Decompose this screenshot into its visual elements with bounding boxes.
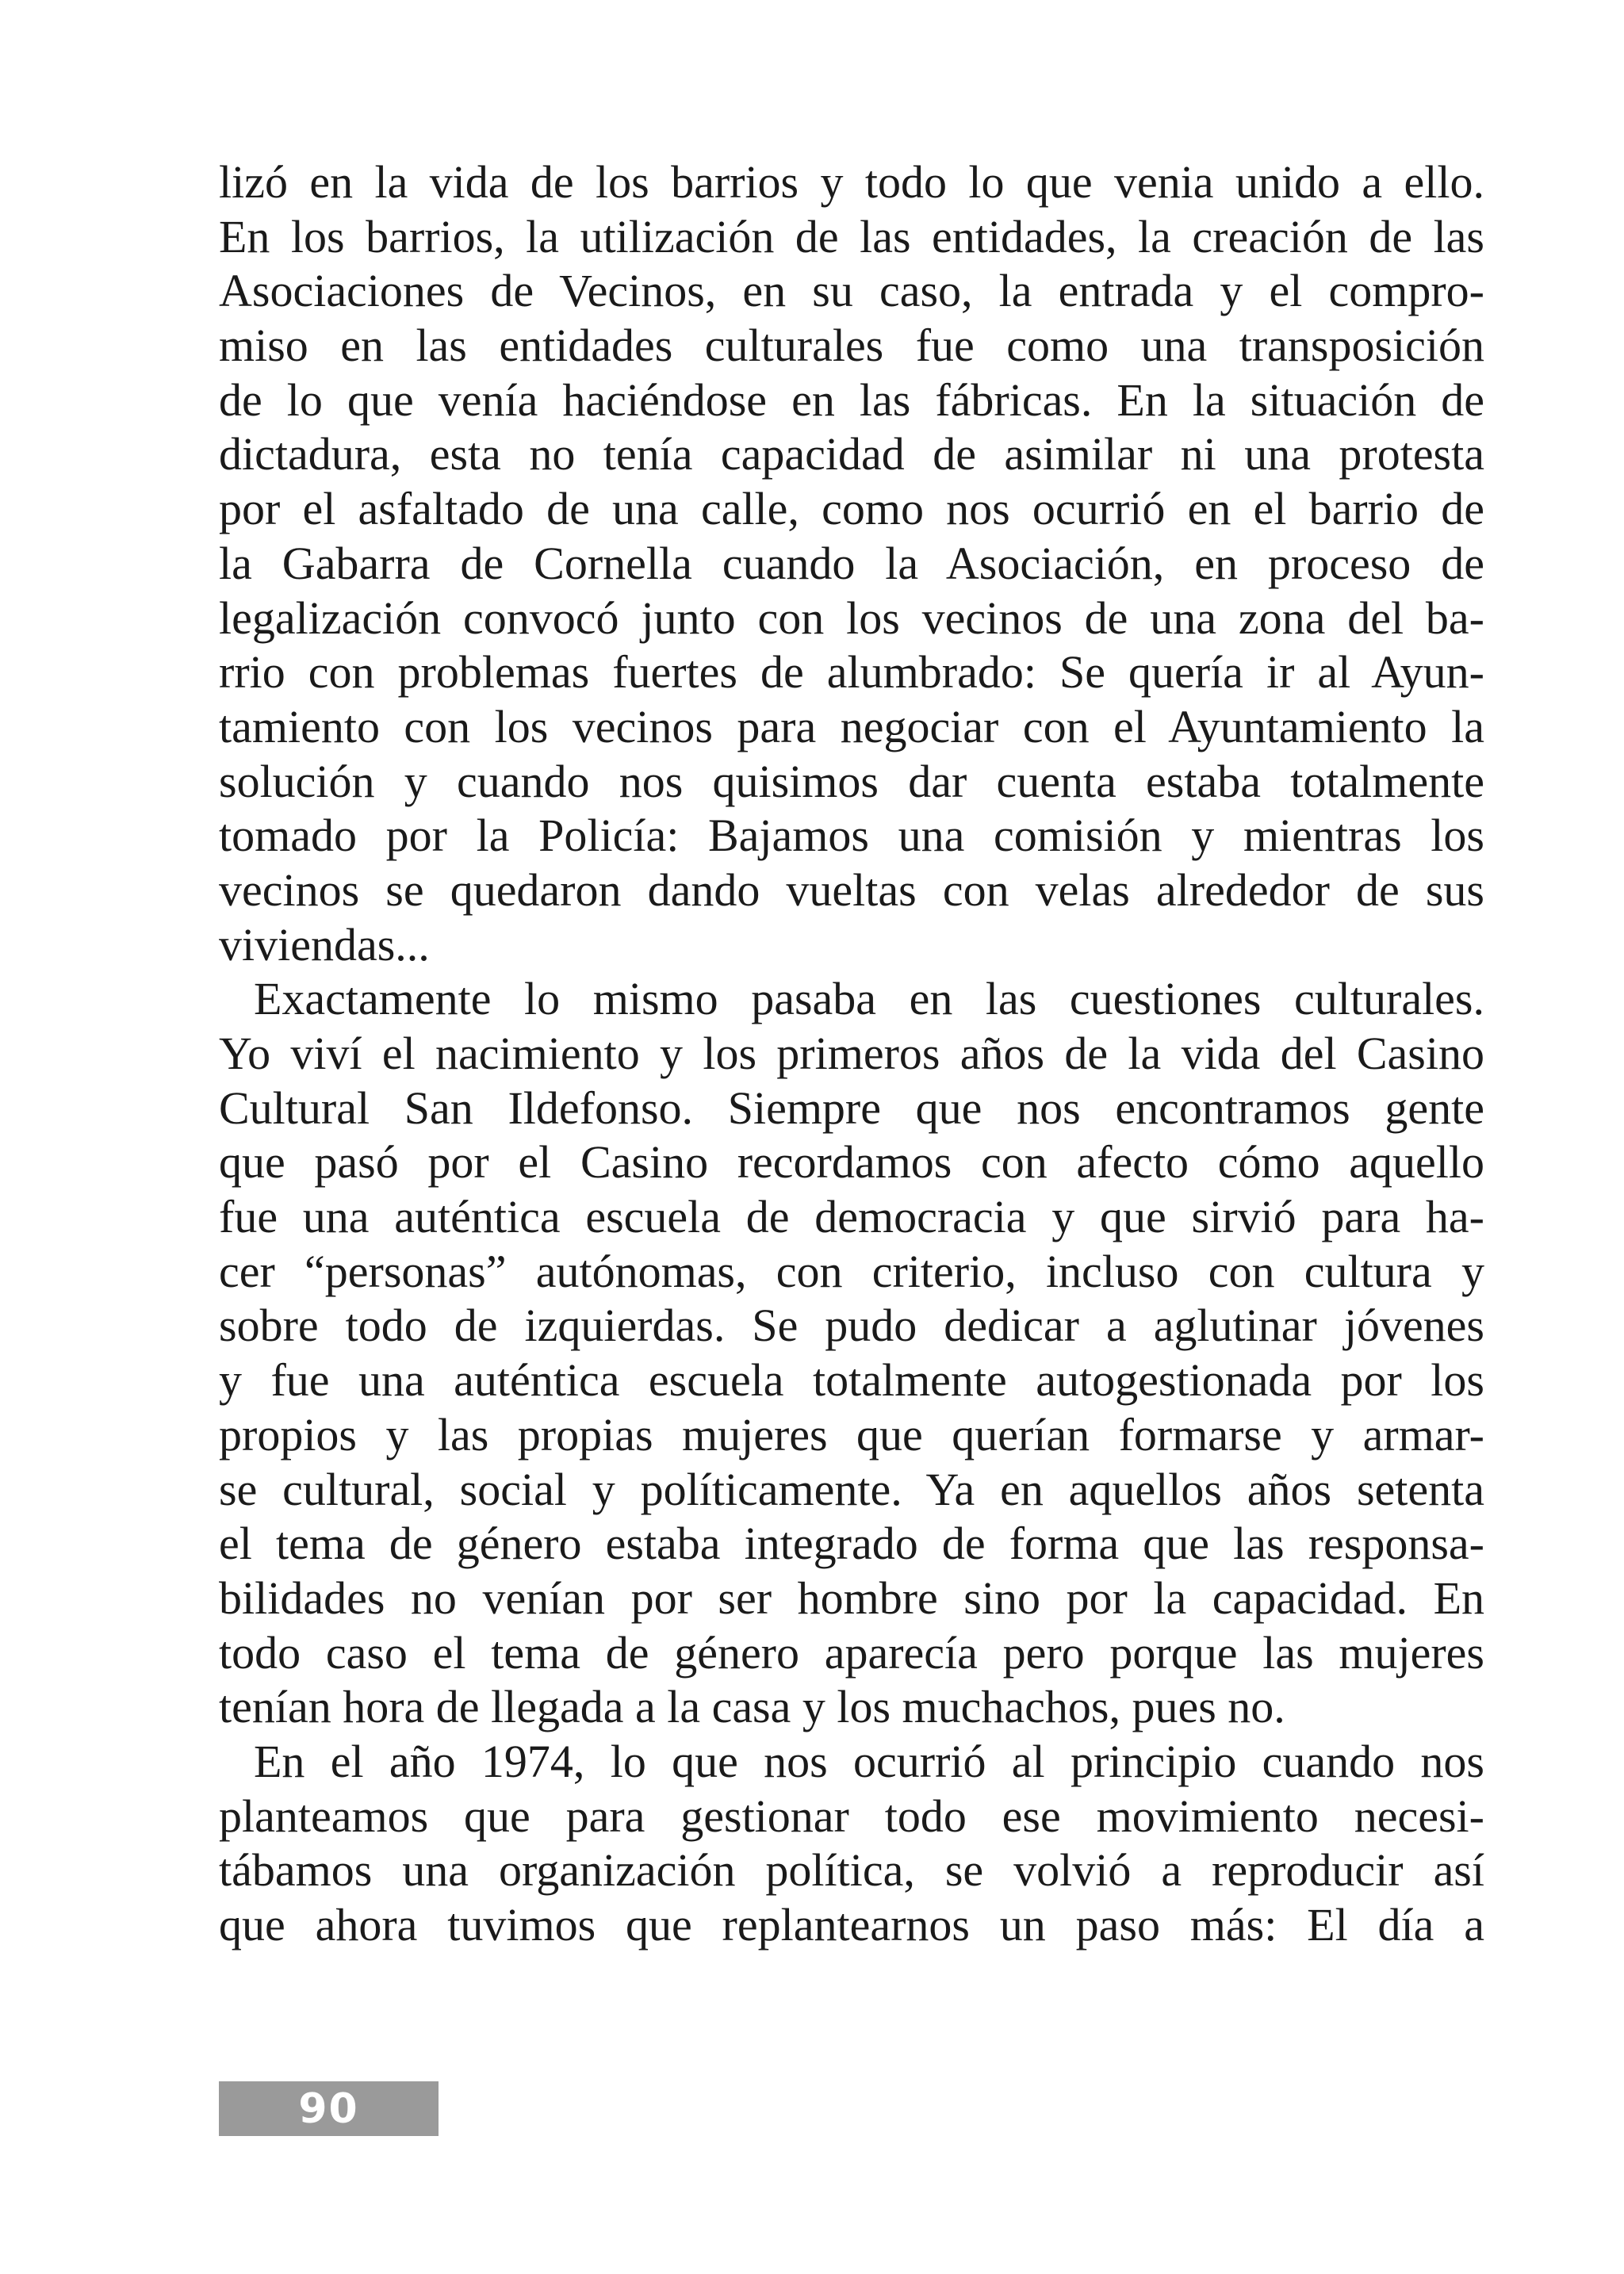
text-line: solución y cuando nos quisimos dar cuenta estaba totalmente xyxy=(219,755,1484,807)
text-line: tomado por la Policía: Bajamos una comisión y mientras los xyxy=(219,810,1484,862)
text-line: la Gabarra de Cornella cuando la Asociación, en proceso de xyxy=(219,537,1484,589)
text-line: bilidades no venían por ser hombre sino por la capacidad. En xyxy=(219,1572,1484,1624)
text-line: rrio con problemas fuertes de alumbrado: Se quería ir al Ayun- xyxy=(219,646,1484,699)
text-line: sobre todo de izquierdas. Se pudo dedicar a aglutinar jóvenes xyxy=(219,1300,1484,1352)
text-line: legalización convocó junto con los vecinos de una zona del ba- xyxy=(219,591,1484,644)
text-line: tenían hora de llegada a la casa y los muchachos, pues no. xyxy=(219,1681,1285,1733)
text-line: Yo viví el nacimiento y los primeros años de la vida del Casino xyxy=(219,1028,1484,1079)
text-line: propios y las propias mujeres que querían formarse y armar- xyxy=(219,1408,1484,1460)
text-line: miso en las entidades culturales fue como una transposición xyxy=(219,320,1484,372)
text-line: que ahora tuvimos que replantearnos un paso más: El día a xyxy=(219,1899,1484,1951)
text-line: tamiento con los vecinos para negociar con el Ayuntamiento la xyxy=(219,700,1484,752)
text-line: que pasó por el Casino recordamos con afecto cómo aquello xyxy=(219,1136,1484,1189)
text-line: Exactamente lo mismo pasaba en las cuestiones culturales. xyxy=(254,973,1484,1025)
text-line: todo caso el tema de género aparecía pero porque las mujeres xyxy=(219,1626,1484,1679)
text-line: Asociaciones de Vecinos, en su caso, la entrada y el compro- xyxy=(219,265,1484,317)
text-line: de lo que venía haciéndose en las fábricas. En la situación de xyxy=(219,373,1484,426)
text-line: lizó en la vida de los barrios y todo lo que venia unido a ello. xyxy=(219,156,1484,208)
text-line: viviendas... xyxy=(219,918,430,970)
text-line: tábamos una organización política, se volvió a reproducir así xyxy=(219,1844,1484,1897)
text-line: y fue una auténtica escuela totalmente autogestionada por los xyxy=(219,1354,1484,1407)
text-line: Cultural San Ildefonso. Siempre que nos encontramos gente xyxy=(219,1081,1484,1134)
page-number-badge xyxy=(219,2081,439,2136)
text-line: En el año 1974, lo que nos ocurrió al principio cuando nos xyxy=(254,1735,1484,1787)
text-line: planteamos que para gestionar todo ese movimiento necesi- xyxy=(219,1790,1484,1842)
text-line: dictadura, esta no tenía capacidad de asimilar ni una protesta xyxy=(219,428,1484,480)
page-number: 90 xyxy=(298,2084,359,2133)
text-line: fue una auténtica escuela de democracia y que sirvió para ha- xyxy=(219,1191,1484,1243)
text-line: el tema de género estaba integrado de forma que las responsa- xyxy=(219,1518,1484,1570)
body-text xyxy=(219,155,1484,1953)
text-line: se cultural, social y políticamente. Ya en aquellos años setenta xyxy=(219,1463,1484,1515)
text-line: cer “personas” autónomas, con criterio, incluso con cultura y xyxy=(219,1245,1484,1297)
text-line: En los barrios, la utilización de las entidades, la creación de las xyxy=(219,210,1484,262)
text-line: vecinos se quedaron dando vueltas con velas alrededor de sus xyxy=(219,863,1484,916)
text-line: por el asfaltado de una calle, como nos ocurrió en el barrio de xyxy=(219,483,1484,535)
